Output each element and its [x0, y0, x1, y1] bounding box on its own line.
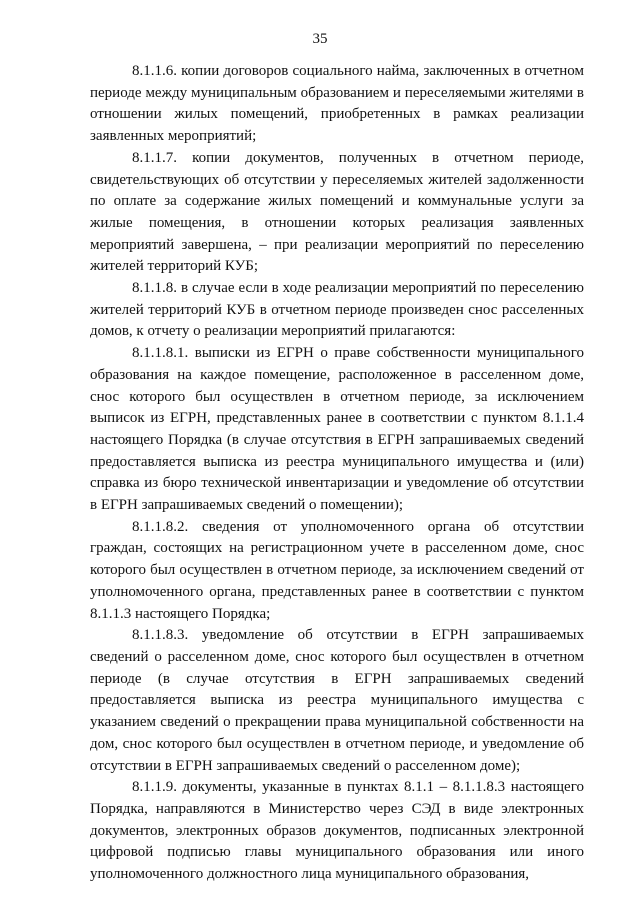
page-number: 35 [312, 31, 328, 47]
paragraph-8-1-1-8-1: 8.1.1.8.1. выписки из ЕГРН о праве собственности муниципального образования на каждое помещение, расположенное в расселенном доме, снос которого был осуществлен в отчетном периоде, за исключением выписок из ЕГРН, представленных ранее в соответствии с пунктом 8.1.1.4 настоящего Порядка (в случае отсутствия в ЕГРН запрашиваемых сведений предоставляется выписка из реестра муниципального имущества и (или) справка из бюро технической инвентаризации и уведомление об отсутствии в ЕГРН запрашиваемых сведений о помещении); [90, 345, 584, 514]
paragraph-8-1-1-9: 8.1.1.9. документы, указанные в пунктах 8.1.1 – 8.1.1.8.3 настоящего Порядка, направляются в Министерство через СЭД в виде электронных документов, электронных образов документов, подписанных электронной цифровой подписью главы муниципального образования или иного уполномоченного должностного лица муниципального образования, [90, 779, 584, 883]
document-body [90, 61, 584, 886]
paragraph-8-1-1-6: 8.1.1.6. копии договоров социального найма, заключенных в отчетном периоде между муниципальным образованием и переселяемыми жителями в отношении жилых помещений, приобретенных в рамках реализации заявленных мероприятий; [90, 63, 584, 145]
paragraph-8-1-1-7: 8.1.1.7. копии документов, полученных в отчетном периоде, свидетельствующих об отсутствии у переселяемых жителей задолженности по оплате за содержание жилых помещений и коммунальные услуги за жилые помещения, в отношении которых реализация заявленных мероприятий завершена, – при реализации мероприятий по переселению жителей территорий КУБ; [90, 149, 584, 275]
paragraph-8-1-1-8-3: 8.1.1.8.3. уведомление об отсутствии в ЕГРН запрашиваемых сведений о расселенном доме, снос которого был осуществлен в отчетном периоде (в случае отсутствия в ЕГРН запрашиваемых сведений предоставляется выписка из реестра муниципального имущества с указанием сведений о прекращении права муниципальной собственности на дом, снос которого был осуществлен в отчетном периоде, и уведомление об отсутствии в ЕГРН запрашиваемых сведений о расселенном доме); [90, 627, 584, 774]
paragraph-8-1-1-8: 8.1.1.8. в случае если в ходе реализации мероприятий по переселению жителей территорий КУБ в отчетном периоде произведен снос расселенных домов, к отчету о реализации мероприятий прилагаются: [90, 280, 584, 340]
paragraph-8-1-1-8-2: 8.1.1.8.2. сведения от уполномоченного органа об отсутствии граждан, состоящих на регистрационном учете в расселенном доме, снос которого был осуществлен в отчетном периоде, за исключением сведений от уполномоченного органа, представленных ранее в соответствии с пунктом 8.1.1.3 настоящего Порядка; [90, 518, 584, 622]
